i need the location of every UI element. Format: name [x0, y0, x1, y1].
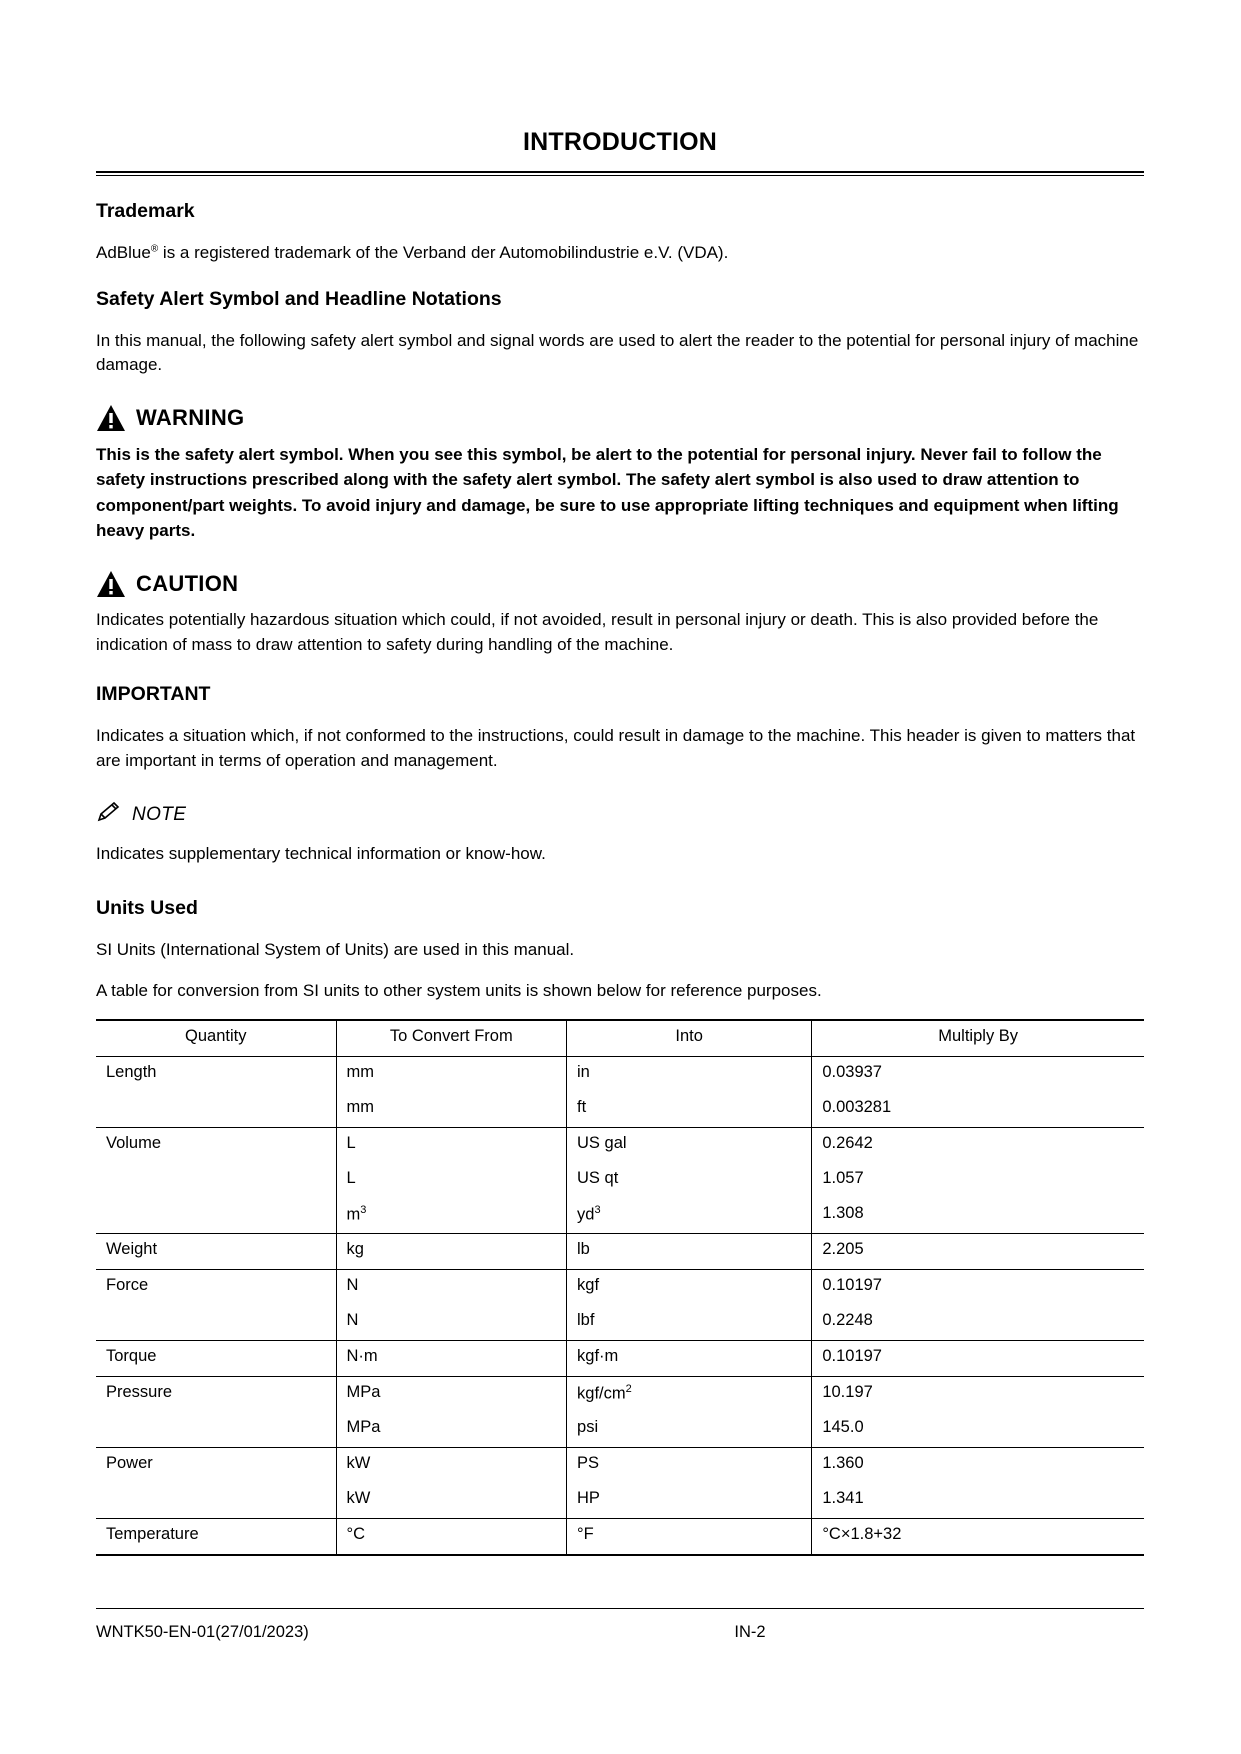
- cell-multiply-by: 0.03937: [812, 1057, 1144, 1093]
- cell-into: in: [567, 1057, 812, 1093]
- caution-label: CAUTION: [136, 570, 239, 596]
- cell-convert-from: kW: [336, 1448, 567, 1484]
- cell-quantity: [96, 1092, 336, 1128]
- cell-multiply-by: 0.2248: [812, 1305, 1144, 1341]
- table-row: [96, 1519, 1144, 1556]
- cell-convert-from: N: [336, 1270, 567, 1306]
- cell-multiply-by: °C×1.8+32: [812, 1519, 1144, 1556]
- note-text: Indicates supplementary technical information or know-how.: [96, 844, 546, 864]
- page-content: [96, 128, 1144, 1556]
- column-header-into: Into: [567, 1020, 812, 1057]
- table-row: [96, 1305, 1144, 1341]
- cell-multiply-by: 1.057: [812, 1163, 1144, 1198]
- footer-page-number: IN-2: [734, 1623, 766, 1641]
- cell-into: HP: [567, 1483, 812, 1519]
- cell-quantity: [96, 1163, 336, 1198]
- cell-convert-from: N·m: [336, 1341, 567, 1377]
- footer-divider: [96, 1608, 1144, 1609]
- table-header-row: [96, 1020, 1144, 1057]
- cell-into: PS: [567, 1448, 812, 1484]
- table-row: [96, 1377, 1144, 1413]
- caution-text: Indicates potentially hazardous situation which could, if not avoided, result in personal injury or death. This is also provided before the indication of mass to draw attention to safety during handling of the machine.: [96, 609, 1099, 654]
- heading-trademark: Trademark: [96, 200, 195, 222]
- warning-label: WARNING: [136, 404, 245, 430]
- cell-into: psi: [567, 1412, 812, 1448]
- cell-multiply-by: 0.10197: [812, 1341, 1144, 1377]
- note-label: NOTE: [132, 803, 187, 825]
- cell-multiply-by: 0.003281: [812, 1092, 1144, 1128]
- cell-convert-from: °C: [336, 1519, 567, 1556]
- cell-convert-from: MPa: [336, 1377, 567, 1413]
- paragraph-conversion-note: A table for conversion from SI units to other system units is shown below for reference purposes.: [96, 980, 822, 1000]
- cell-multiply-by: 1.360: [812, 1448, 1144, 1484]
- cell-quantity: Pressure: [96, 1377, 336, 1413]
- cell-convert-from: L: [336, 1163, 567, 1198]
- cell-quantity: [96, 1305, 336, 1341]
- cell-convert-from: $m^3$: [336, 1198, 567, 1234]
- caution-header: [96, 570, 1144, 598]
- cell-convert-from: mm: [336, 1057, 567, 1093]
- cell-multiply-by: 1.308: [812, 1198, 1144, 1234]
- table-row: [96, 1234, 1144, 1270]
- table-row: [96, 1092, 1144, 1128]
- cell-into: ft: [567, 1092, 812, 1128]
- cell-quantity: [96, 1412, 336, 1448]
- title-divider-thin: [96, 175, 1144, 176]
- cell-multiply-by: 145.0: [812, 1412, 1144, 1448]
- cell-quantity: Force: [96, 1270, 336, 1306]
- cell-into: US gal: [567, 1128, 812, 1164]
- table-row: [96, 1341, 1144, 1377]
- cell-into: kgf·m: [567, 1341, 812, 1377]
- footer-doc-code: WNTK50-EN-01(27/01/2023): [96, 1623, 309, 1641]
- cell-into: kgf: [567, 1270, 812, 1306]
- cell-convert-from: mm: [336, 1092, 567, 1128]
- table-row: [96, 1270, 1144, 1306]
- registered-mark: ®: [150, 243, 159, 255]
- cell-convert-from: MPa: [336, 1412, 567, 1448]
- heading-safety-alert: Safety Alert Symbol and Headline Notations: [96, 287, 502, 310]
- warning-text: This is the safety alert symbol. When you see this symbol, be alert to the potential for personal injury. Never fail to follow the safety instructions prescribed along with the safety alert symbol. The safety alert symbol is also used to draw attention to component/part weights. To avoid injury and damage, be sure to use appropriate lifting techniques and equipment when lifting heavy parts.: [96, 444, 1119, 541]
- cell-into: US qt: [567, 1163, 812, 1198]
- cell-quantity: Power: [96, 1448, 336, 1484]
- column-header-from: To Convert From: [336, 1020, 567, 1057]
- table-row: [96, 1483, 1144, 1519]
- column-header-multiply: Multiply By: [812, 1020, 1144, 1057]
- cell-quantity: Volume: [96, 1128, 336, 1164]
- paragraph-safety-intro: In this manual, the following safety alert symbol and signal words are used to alert the reader to the potential for personal injury of machine damage.: [96, 330, 1139, 375]
- cell-into: lb: [567, 1234, 812, 1270]
- page-footer: [96, 1608, 1144, 1642]
- cell-into: kgf/$cm^2$: [567, 1377, 812, 1413]
- cell-convert-from: N: [336, 1305, 567, 1341]
- table-row: [96, 1163, 1144, 1198]
- exponent: 2: [625, 1383, 632, 1396]
- pencil-icon: [96, 801, 122, 828]
- table-body: [96, 1057, 1144, 1556]
- exponent: 3: [360, 1204, 367, 1217]
- safety-alert-triangle-icon: [96, 404, 126, 432]
- title-divider-thick: [96, 171, 1144, 173]
- cell-quantity: Length: [96, 1057, 336, 1093]
- safety-alert-triangle-icon: [96, 570, 126, 598]
- cell-quantity: [96, 1198, 336, 1234]
- exponent: 3: [594, 1204, 601, 1217]
- paragraph-trademark: [96, 241, 1144, 266]
- cell-into: °F: [567, 1519, 812, 1556]
- cell-convert-from: kg: [336, 1234, 567, 1270]
- cell-convert-from: kW: [336, 1483, 567, 1519]
- unit-conversion-table: [96, 1019, 1144, 1556]
- table-row: [96, 1412, 1144, 1448]
- cell-multiply-by: 0.2642: [812, 1128, 1144, 1164]
- cell-into: lbf: [567, 1305, 812, 1341]
- warning-header: [96, 404, 1144, 432]
- paragraph-si-units: SI Units (International System of Units) are used in this manual.: [96, 940, 575, 960]
- cell-quantity: Temperature: [96, 1519, 336, 1556]
- trademark-text-pre: AdBlue: [96, 243, 151, 262]
- cell-multiply-by: 2.205: [812, 1234, 1144, 1270]
- table-row: [96, 1128, 1144, 1164]
- cell-multiply-by: 10.197: [812, 1377, 1144, 1413]
- cell-quantity: Weight: [96, 1234, 336, 1270]
- table-row: [96, 1198, 1144, 1234]
- trademark-text-post: is a registered trademark of the Verband der Automobilindustrie e.V. (VDA).: [158, 243, 729, 262]
- table-row: [96, 1448, 1144, 1484]
- page-title: INTRODUCTION: [522, 128, 718, 156]
- column-header-quantity: Quantity: [96, 1020, 336, 1057]
- cell-quantity: [96, 1483, 336, 1519]
- cell-multiply-by: 1.341: [812, 1483, 1144, 1519]
- cell-quantity: Torque: [96, 1341, 336, 1377]
- table-row: [96, 1057, 1144, 1093]
- cell-into: $yd^3$: [567, 1198, 812, 1234]
- note-header: [96, 801, 1144, 828]
- heading-units-used: Units Used: [96, 897, 198, 920]
- important-label: IMPORTANT: [96, 683, 211, 706]
- cell-convert-from: L: [336, 1128, 567, 1164]
- cell-multiply-by: 0.10197: [812, 1270, 1144, 1306]
- important-text: Indicates a situation which, if not conformed to the instructions, could result in damage to the machine. This header is given to matters that are important in terms of operation and management.: [96, 726, 1136, 770]
